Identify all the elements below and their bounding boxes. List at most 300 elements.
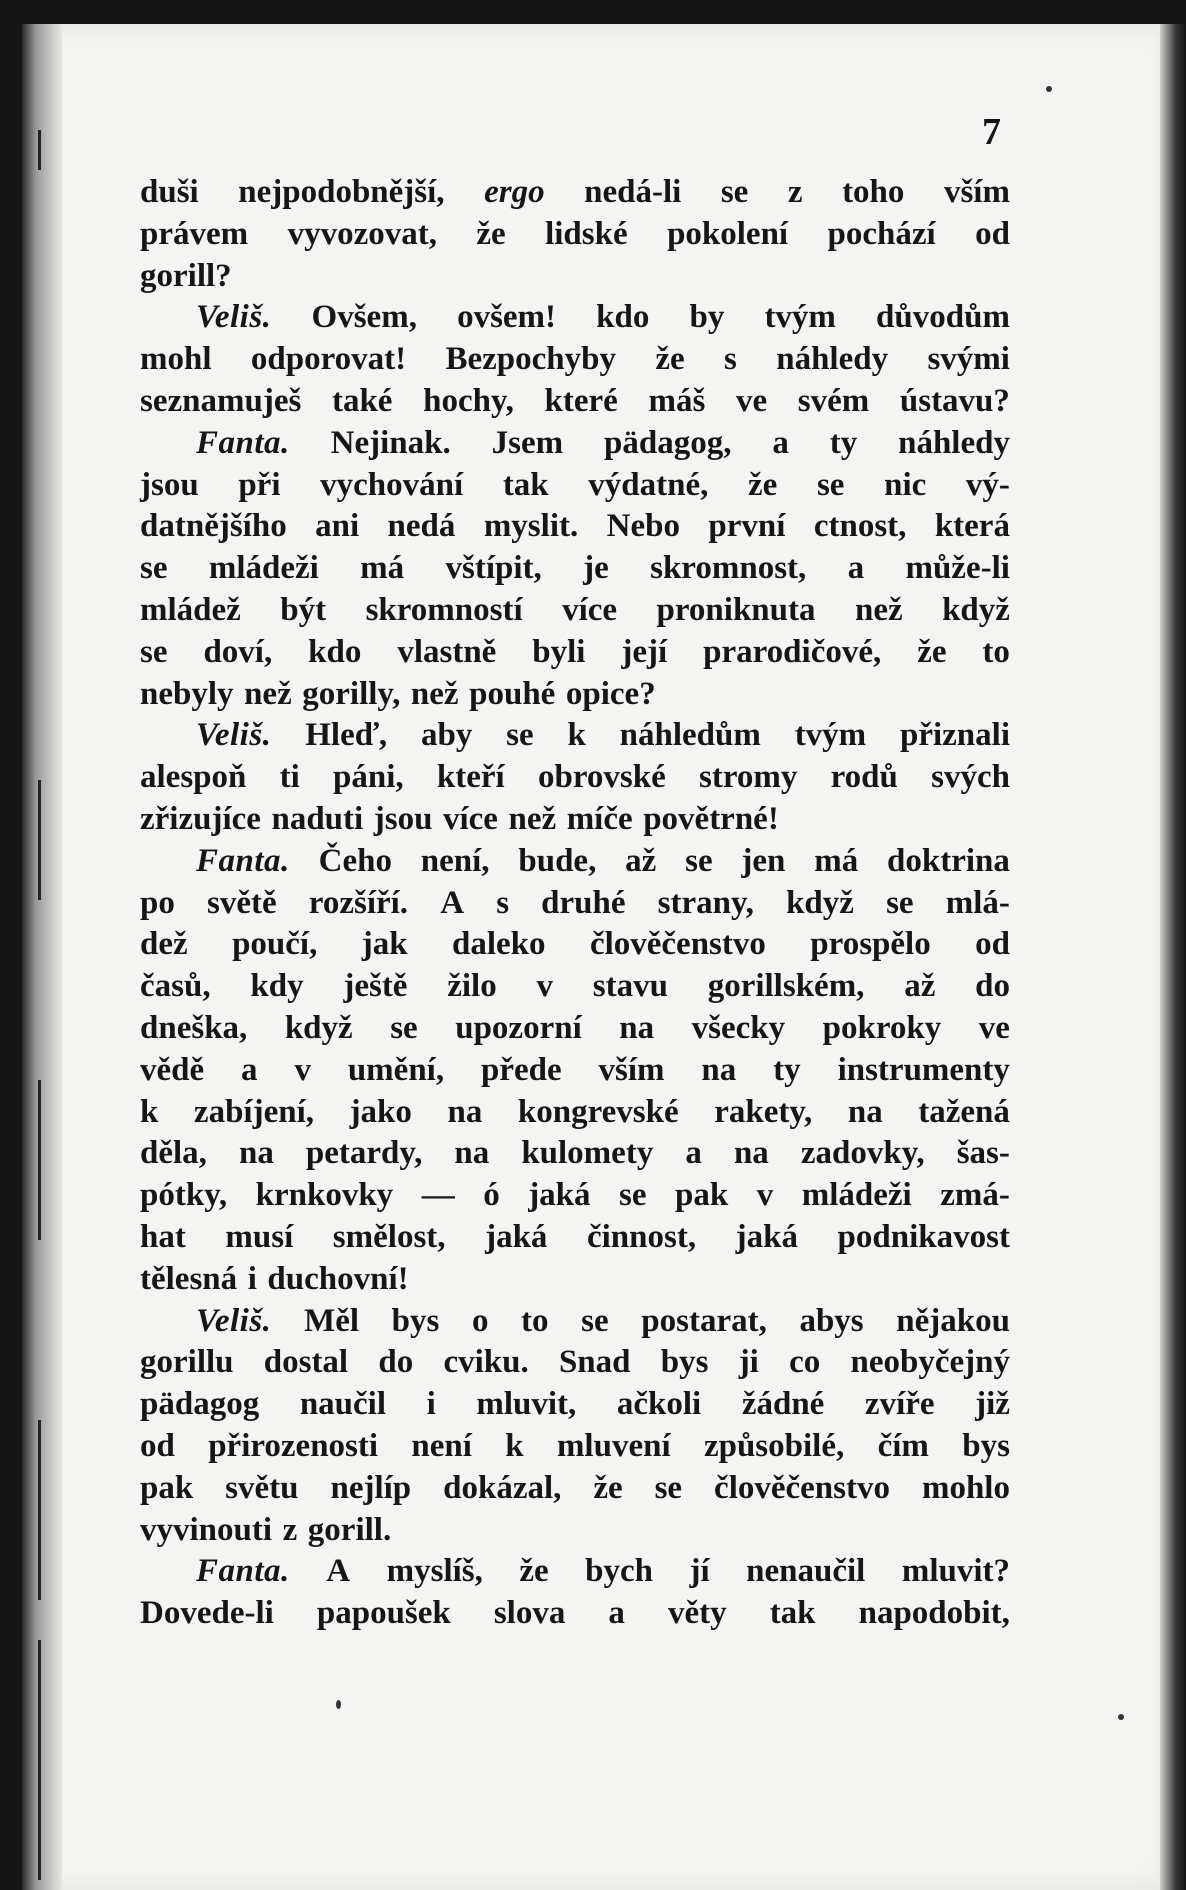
text-line [140, 1593, 1010, 1635]
word: nejpodobnější, [238, 174, 445, 210]
word: skromností [365, 591, 523, 628]
word: stavu [592, 968, 668, 1005]
word: děla, [140, 1135, 207, 1172]
word: kdy [250, 968, 304, 1005]
word: se [619, 1177, 647, 1214]
word: k [140, 1093, 159, 1130]
word: více [442, 800, 498, 837]
word: člověčenstvo [714, 1469, 890, 1506]
gutter-mark [38, 130, 41, 170]
word: když [942, 591, 1010, 628]
word: prarodičové, [703, 633, 882, 670]
word: myslit. [483, 508, 579, 545]
word: ačkoli [616, 1386, 702, 1423]
word: vychování [320, 466, 464, 503]
word: způsobilé, [703, 1427, 845, 1464]
text-line [140, 465, 1010, 507]
ink-speck [1046, 86, 1052, 92]
word: doktrina [887, 842, 1010, 879]
word: o [471, 1302, 489, 1339]
word: ve [978, 1009, 1010, 1046]
word: být [280, 591, 327, 628]
word: když [284, 1009, 353, 1046]
word: mluvit? [901, 1553, 1010, 1590]
word: když [786, 884, 854, 921]
word: světu [225, 1469, 299, 1506]
text-line [140, 1092, 1010, 1134]
text-line [140, 1342, 1010, 1384]
word: až [625, 842, 657, 879]
word: přede [480, 1051, 562, 1088]
word: časů, [140, 968, 211, 1005]
word: Čeho [318, 842, 392, 879]
text-line [140, 883, 1010, 925]
word: že [655, 341, 685, 378]
word: i [426, 1386, 436, 1423]
word: ctnost, [813, 508, 907, 545]
word: gorillu [140, 1344, 234, 1381]
text-line [140, 757, 1010, 799]
word: vším [943, 174, 1010, 210]
word: pouhé [469, 675, 556, 712]
word: povětrné! [643, 800, 779, 837]
word: z [787, 174, 803, 210]
gutter-mark [38, 1080, 41, 1240]
word: postarat, [641, 1302, 767, 1339]
text-line [140, 548, 1010, 590]
word: neobyčejný [850, 1344, 1010, 1381]
word: kteří [436, 759, 505, 796]
word: opice? [565, 675, 656, 712]
word: světě [207, 884, 277, 921]
gutter-mark [38, 780, 41, 900]
text-line [140, 1217, 1010, 1259]
word: pak [675, 1177, 729, 1214]
word: než [508, 800, 557, 837]
word: pädagog, [604, 424, 732, 461]
word: naduti [271, 800, 364, 837]
text-line [140, 799, 1010, 841]
word: na [701, 1051, 737, 1088]
word: přiznali [899, 717, 1010, 754]
word: v [294, 1051, 311, 1088]
word: výdatné, [588, 466, 709, 503]
page-edge [1160, 24, 1186, 1890]
word: Jsem [491, 424, 564, 461]
word: máš [648, 382, 706, 419]
word: strany, [657, 884, 754, 921]
word: na [447, 1093, 483, 1130]
word: smělost, [332, 1218, 446, 1255]
word: gorilly, [302, 675, 401, 712]
word: že [519, 1553, 549, 1590]
word: toho [842, 174, 905, 210]
text-line [140, 841, 1010, 883]
word: ó [483, 1177, 500, 1214]
word: které [544, 382, 618, 419]
word: rozšíří. [308, 884, 409, 921]
word: vším [598, 1051, 665, 1088]
word: ještě [343, 968, 408, 1005]
word: mládež [140, 591, 241, 628]
word: nebyly [140, 675, 234, 712]
word: může-li [905, 550, 1010, 587]
word: při [238, 466, 281, 503]
word: se [685, 842, 713, 879]
word: lidské [545, 215, 628, 252]
word: a [608, 1595, 625, 1632]
word: než [244, 675, 292, 712]
word: v [756, 1177, 774, 1214]
word: pochází [827, 215, 936, 252]
text-line [140, 1510, 1010, 1552]
word: od [975, 215, 1010, 252]
speaker-name: Veliš. [196, 1302, 272, 1339]
word: na [238, 1135, 274, 1172]
word: petardy, [305, 1135, 423, 1172]
word: také [331, 382, 393, 419]
ink-speck [336, 1700, 341, 1709]
word: tvým [764, 299, 836, 336]
word: se [654, 1469, 683, 1506]
word: než [854, 591, 903, 628]
word: prospělo [810, 926, 931, 963]
word: mluvení [556, 1427, 671, 1464]
word: na [733, 1135, 769, 1172]
word: ty [773, 1051, 801, 1088]
word: k [505, 1427, 524, 1464]
word: se [140, 633, 168, 670]
word: na [619, 1009, 655, 1046]
text-line [140, 214, 1010, 256]
word: mládeži [801, 1177, 912, 1214]
word: do [378, 1344, 414, 1381]
word: zadovky, [800, 1135, 925, 1172]
word: gorill. [307, 1511, 392, 1548]
word: Dovede-li [140, 1595, 274, 1632]
word: zabíjení, [193, 1093, 314, 1130]
word: s [496, 884, 510, 921]
word: na [847, 1093, 883, 1130]
word: bude, [518, 842, 597, 879]
word: ve [735, 382, 768, 419]
word: činnost, [586, 1218, 697, 1255]
word: napodobit, [858, 1595, 1010, 1632]
word: pak [140, 1469, 194, 1506]
word: rodů [830, 759, 898, 796]
word: nedá-li [584, 174, 682, 210]
word: papoušek [316, 1595, 451, 1632]
text-line [140, 172, 1010, 214]
text-line [140, 423, 1010, 465]
word: věty [667, 1595, 727, 1632]
word: seznamuješ [140, 382, 302, 419]
word: i [247, 1260, 257, 1297]
word: myslíš, [386, 1553, 483, 1590]
text-line [140, 632, 1010, 674]
text-line [140, 1175, 1010, 1217]
word: datnějšího [140, 508, 287, 545]
word: zřizujíce [140, 800, 261, 837]
word: — [421, 1177, 455, 1214]
word: od [140, 1427, 175, 1464]
word: bych [585, 1553, 653, 1590]
page-number: 7 [982, 111, 1001, 153]
word: ústavu? [899, 382, 1010, 419]
word: poučí, [232, 926, 318, 963]
word: vý- [965, 466, 1010, 503]
word: všecky [691, 1009, 786, 1046]
word: dostal [263, 1344, 349, 1381]
word: Měl [304, 1302, 360, 1339]
word: vyvozovat, [287, 215, 437, 252]
word: jaká [528, 1177, 591, 1214]
word: žádné [741, 1386, 825, 1423]
word: po [140, 884, 175, 921]
word: a [847, 550, 865, 587]
word: hochy, [423, 382, 514, 419]
word: tvým [794, 717, 867, 754]
word: se [140, 550, 168, 587]
word: odporovat! [250, 341, 407, 378]
word: bys [391, 1302, 440, 1339]
word: se [506, 717, 534, 754]
text-line [140, 715, 1010, 757]
word: vyvinouti [140, 1511, 273, 1548]
word: abys [799, 1302, 864, 1339]
word: tak [502, 466, 549, 503]
word: že [593, 1469, 623, 1506]
word: kongrevské [517, 1093, 679, 1130]
word: aby [421, 717, 473, 754]
word: bys [962, 1427, 1010, 1464]
word: slova [493, 1595, 566, 1632]
word: kulomety [521, 1135, 654, 1172]
word: jako [349, 1093, 412, 1130]
word: musí [225, 1218, 294, 1255]
word: pokroky [822, 1009, 942, 1046]
word: důvodům [876, 299, 1010, 336]
word: naučil [299, 1386, 387, 1423]
word: skromnost, [650, 550, 807, 587]
word: až [904, 968, 936, 1005]
body-text [140, 172, 1010, 1635]
word: zvíře [864, 1386, 935, 1423]
text-line [140, 1384, 1010, 1426]
word: člověčenstvo [589, 926, 766, 963]
word: stromy [698, 759, 798, 796]
word: že [476, 215, 506, 252]
word: právem [140, 215, 249, 252]
word: ti [279, 759, 300, 796]
speaker-name: Veliš. [196, 299, 272, 336]
speaker-name: Fanta. [196, 424, 290, 461]
word: dneška, [140, 1009, 248, 1046]
text-line [140, 381, 1010, 423]
word: vlastně [397, 633, 497, 670]
word: ergo [484, 174, 545, 210]
word: přirozenosti [208, 1427, 379, 1464]
word: krnkovky [255, 1177, 394, 1214]
word: kdo [308, 633, 362, 670]
word: nedá [387, 508, 456, 545]
word: z [282, 1511, 298, 1548]
word: čím [877, 1427, 929, 1464]
word: že [917, 633, 947, 670]
word: nejlíp [330, 1469, 412, 1506]
word: mluvit, [476, 1386, 577, 1423]
text-line [140, 1008, 1010, 1050]
word: vědě [140, 1051, 205, 1088]
word: proniknuta [656, 591, 816, 628]
word: má [360, 550, 405, 587]
text-line [140, 1468, 1010, 1510]
word: Ovšem, [311, 299, 417, 336]
word: rakety, [714, 1093, 813, 1130]
book-gutter [22, 24, 62, 1890]
word: se [886, 884, 914, 921]
word: podnikavost [837, 1218, 1010, 1255]
text-line [140, 966, 1010, 1008]
word: byli [532, 633, 586, 670]
word: alespoň [140, 759, 247, 796]
word: bys [660, 1344, 709, 1381]
word: co [789, 1344, 821, 1381]
word: umění, [347, 1051, 445, 1088]
word: duši [140, 174, 199, 210]
word: náhledy [898, 424, 1010, 461]
word: Bezpochyby [445, 341, 616, 378]
text-line [140, 924, 1010, 966]
word: doví, [203, 633, 273, 670]
word: již [975, 1386, 1010, 1423]
word: jsou [373, 800, 433, 837]
word: není, [420, 842, 490, 879]
word: Hleď, [305, 717, 388, 754]
word: kdo [596, 299, 650, 336]
word: nic [884, 466, 927, 503]
speaker-name: Veliš. [196, 717, 272, 754]
word: náhledům [619, 717, 761, 754]
word: Nejinak. [330, 424, 451, 461]
word: než [410, 675, 459, 712]
text-line [140, 339, 1010, 381]
text-line [140, 506, 1010, 548]
word: zmá- [940, 1177, 1010, 1214]
text-line [140, 674, 1010, 716]
word: na [454, 1135, 490, 1172]
word: jen [741, 842, 786, 879]
word: dokázal, [443, 1469, 562, 1506]
word: mohl [140, 341, 212, 378]
word: jaká [735, 1218, 798, 1255]
word: její [621, 633, 668, 670]
ink-speck [1118, 1714, 1124, 1720]
word: hat [140, 1218, 186, 1255]
word: první [708, 508, 786, 545]
word: více [562, 591, 618, 628]
word: vštípit, [445, 550, 542, 587]
word: svém [797, 382, 870, 419]
gutter-mark [38, 1420, 41, 1600]
word: upozorní [455, 1009, 582, 1046]
text-line [140, 297, 1010, 339]
word: A [440, 884, 465, 921]
word: se [390, 1009, 418, 1046]
word: mlá- [945, 884, 1010, 921]
word: k [567, 717, 586, 754]
word: není [411, 1427, 472, 1464]
text-line [140, 1551, 1010, 1593]
word: pädagog [140, 1386, 260, 1423]
word: cviku. [443, 1344, 529, 1381]
word: do [975, 968, 1010, 1005]
text-line [140, 1133, 1010, 1175]
gutter-mark [38, 1640, 41, 1880]
word: je [583, 550, 609, 587]
word: druhé [541, 884, 626, 921]
word: má [814, 842, 859, 879]
word: to [982, 633, 1010, 670]
text-line [140, 590, 1010, 632]
word: ji [738, 1344, 759, 1381]
text-line [140, 1259, 1010, 1301]
word: ovšem! [457, 299, 557, 336]
word: jaká [485, 1218, 548, 1255]
speaker-name: Fanta. [196, 842, 290, 879]
word: ani [315, 508, 360, 545]
text-line [140, 1301, 1010, 1343]
word: dež [140, 926, 188, 963]
word: duchovní! [267, 1260, 409, 1297]
word: jsou [140, 466, 199, 503]
speaker-name: Fanta. [196, 1553, 290, 1590]
word: jak [361, 926, 408, 963]
word: tak [769, 1595, 816, 1632]
word: by [689, 299, 725, 336]
word: obrovské [537, 759, 666, 796]
word: mohlo [921, 1469, 1010, 1506]
word: se [816, 466, 845, 503]
word: to [521, 1302, 549, 1339]
word: míče [566, 800, 633, 837]
word: a [685, 1135, 702, 1172]
word: od [975, 926, 1010, 963]
word: instrumenty [837, 1051, 1010, 1088]
word: mládeži [208, 550, 319, 587]
word: svými [927, 341, 1010, 378]
word: v [536, 968, 553, 1005]
text-line [140, 256, 1010, 298]
word: a [772, 424, 789, 461]
word: Nebo [606, 508, 680, 545]
word: se [720, 174, 749, 210]
word: Snad [558, 1344, 631, 1381]
word: nějakou [896, 1302, 1010, 1339]
text-line [140, 1426, 1010, 1468]
word: pótky, [140, 1177, 228, 1214]
word: páni, [333, 759, 404, 796]
word: s [724, 341, 737, 378]
word: gorillském, [707, 968, 865, 1005]
word: pokolení [667, 215, 789, 252]
word: a [241, 1051, 258, 1088]
word: že [748, 466, 778, 503]
word: daleko [452, 926, 546, 963]
word: náhledy [776, 341, 889, 378]
word: žilo [447, 968, 497, 1005]
word: svých [931, 759, 1010, 796]
